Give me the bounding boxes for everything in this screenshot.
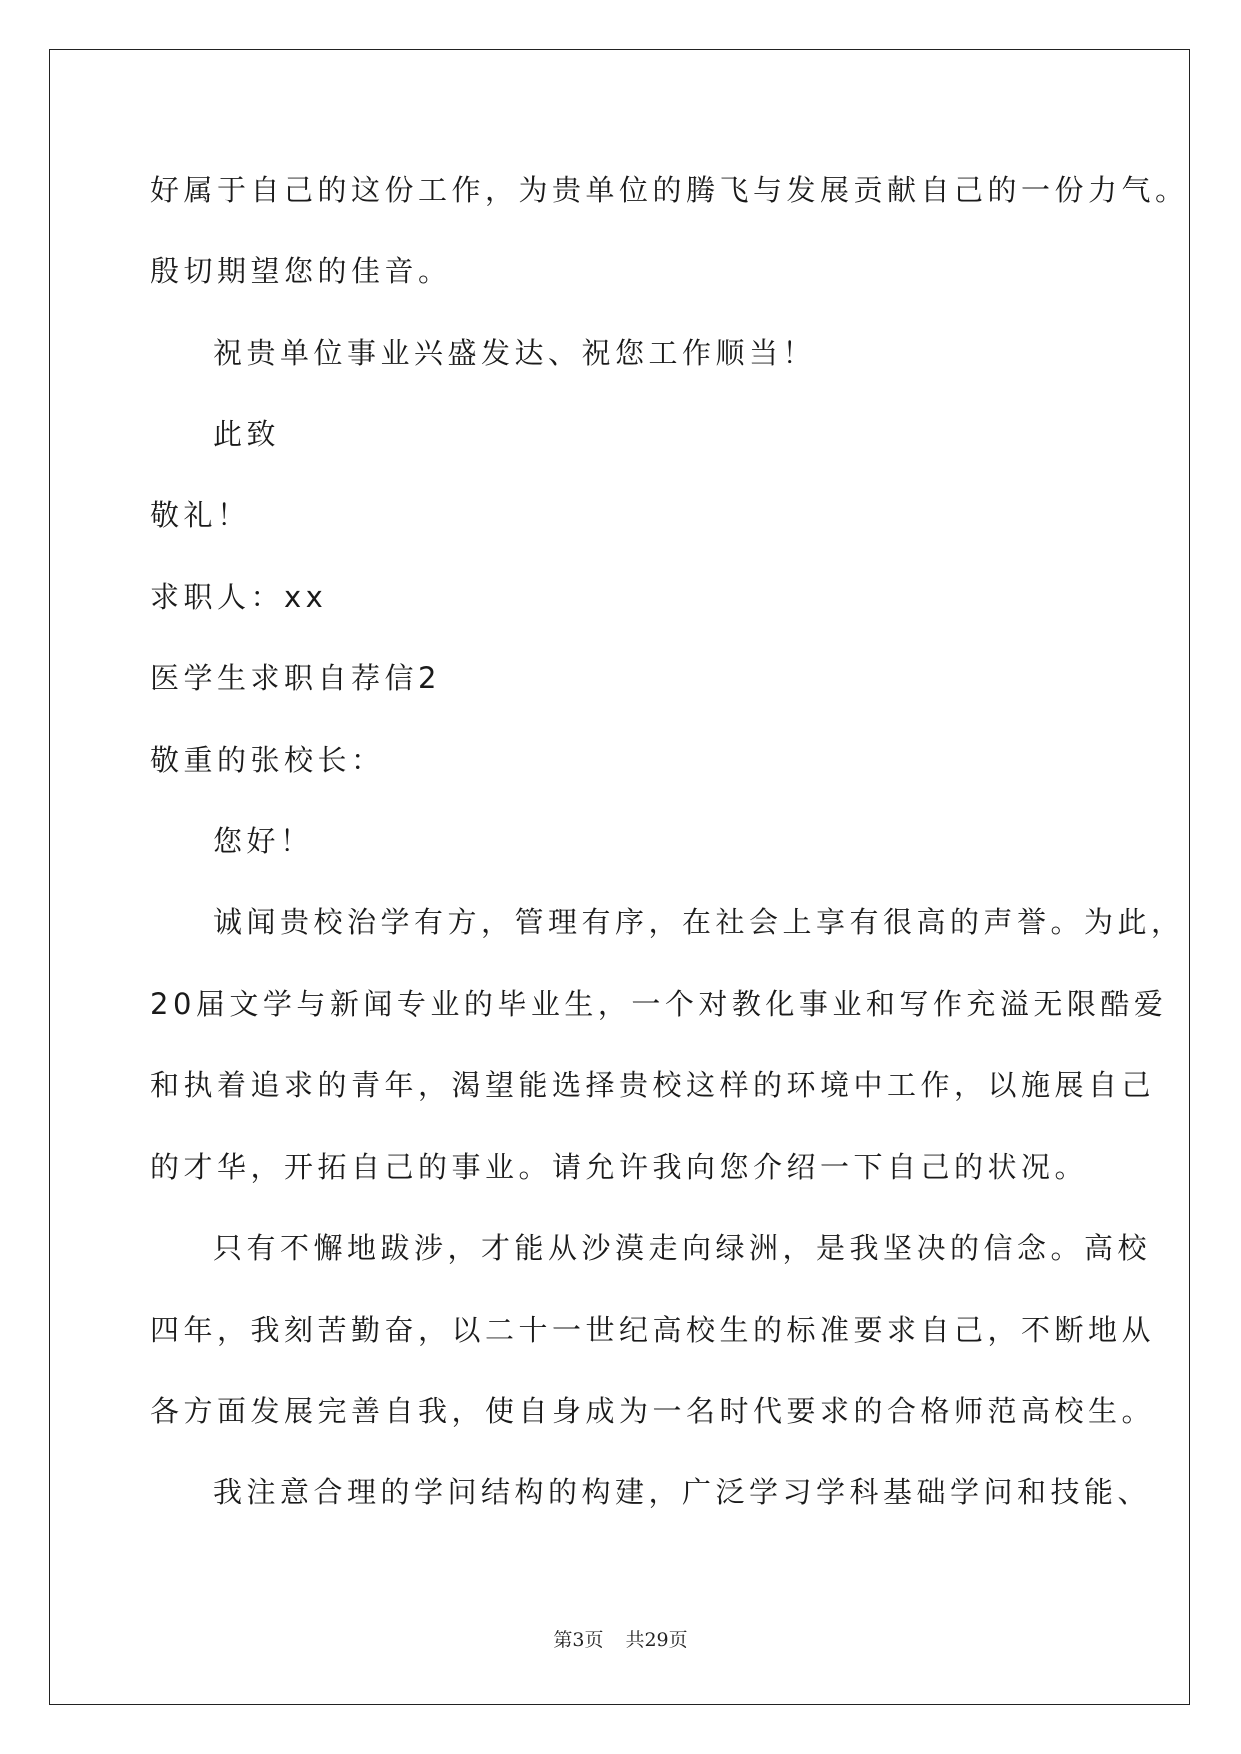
text-line: 我注意合理的学问结构的构建，广泛学习学科基础学问和技能、 <box>213 1475 1152 1509</box>
text-line: 诚闻贵校治学有方，管理有序，在社会上享有很高的声誉。为此， <box>213 905 1185 939</box>
page-total: 共29页 <box>625 1629 688 1651</box>
text-line: 只有不懈地跋涉，才能从沙漠走向绿洲，是我坚决的信念。高校 <box>213 1231 1152 1265</box>
text-line: 此致 <box>213 417 281 451</box>
text-line: 祝贵单位事业兴盛发达、祝您工作顺当！ <box>213 336 817 370</box>
text-line: 敬重的张校长： <box>150 743 385 777</box>
section-title: 医学生求职自荐信2 <box>150 661 441 695</box>
text-line: 各方面发展完善自我，使自身成为一名时代要求的合格师范高校生。 <box>150 1394 1156 1428</box>
text-line: 求职人：xx <box>150 580 328 614</box>
page-border <box>49 49 1190 1705</box>
text-line: 敬礼！ <box>150 498 251 532</box>
page-footer <box>0 1625 1241 1652</box>
text-line: 好属于自己的这份工作，为贵单位的腾飞与发展贡献自己的一份力气。 <box>150 173 1189 207</box>
page-number: 第3页 <box>553 1629 604 1651</box>
text-line: 和执着追求的青年，渴望能选择贵校这样的环境中工作，以施展自己 <box>150 1068 1156 1102</box>
text-line: 的才华，开拓自己的事业。请允许我向您介绍一下自己的状况。 <box>150 1150 1089 1184</box>
text-line: 您好！ <box>213 824 314 858</box>
text-line: 四年，我刻苦勤奋，以二十一世纪高校生的标准要求自己，不断地从 <box>150 1313 1156 1347</box>
text-line: 20届文学与新闻专业的毕业生，一个对教化事业和写作充溢无限酷爱 <box>150 987 1168 1021</box>
text-line: 殷切期望您的佳音。 <box>150 254 452 288</box>
